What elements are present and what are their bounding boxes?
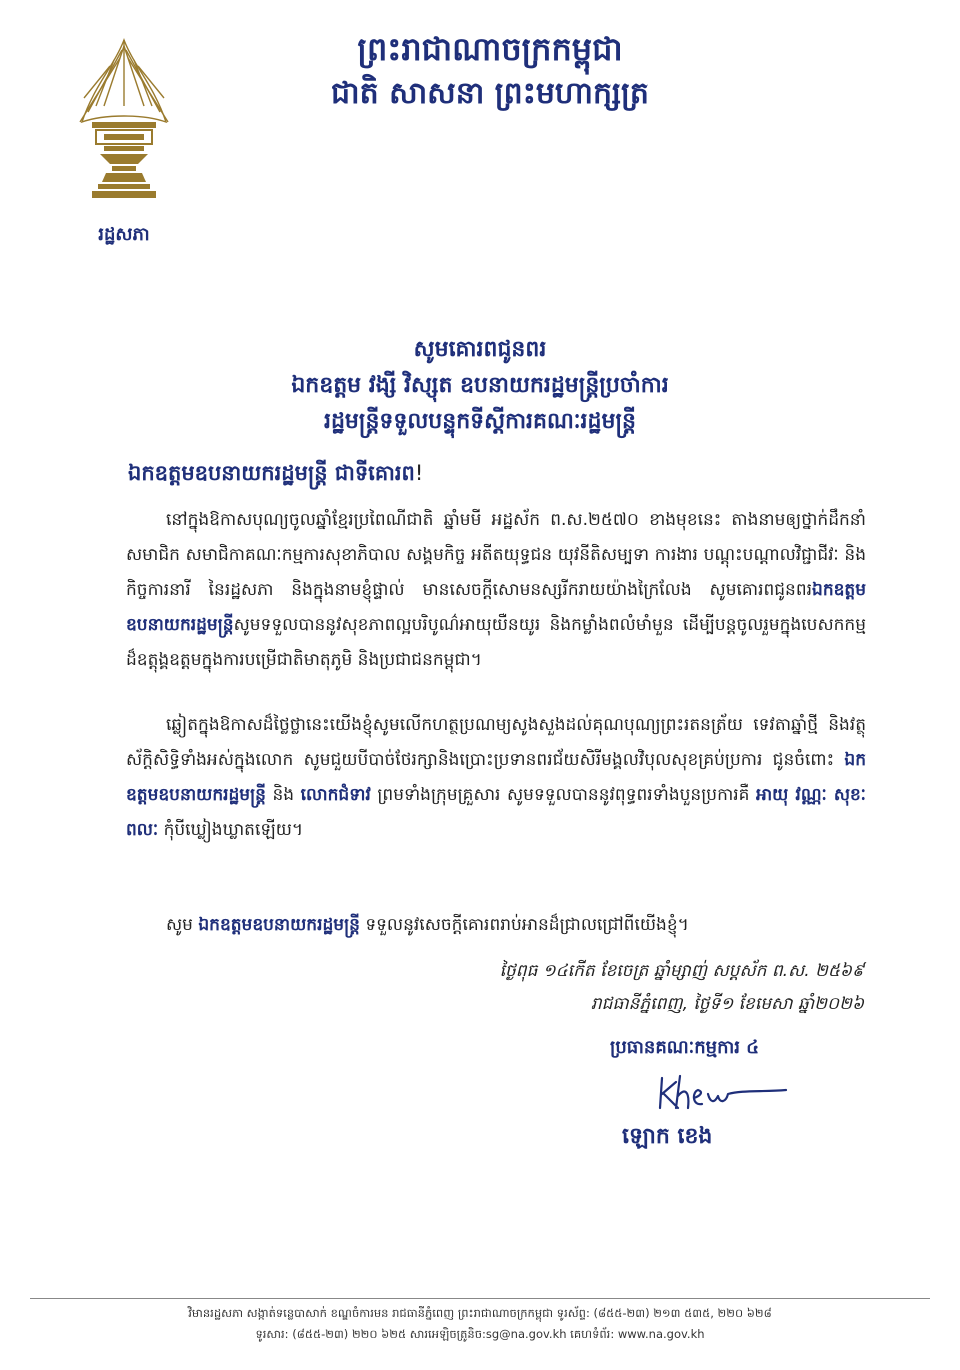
signer-name: ឡោក ខេង (622, 1124, 713, 1149)
national-assembly-emblem-icon (74, 36, 174, 206)
kingdom-title: ព្រះរាជាណាចក្រកម្ពុជា (357, 30, 623, 68)
salutation-text: ឯកឧត្តមឧបនាយករដ្ឋមន្ត្រី ជាទីគោរព (128, 461, 415, 485)
p3-text-b: ទទួលនូវសេចក្តីគោរពរាប់អានដ៏ជ្រាលជ្រៅពីយើងខ្ញុំ។ (365, 915, 689, 935)
p2-bold-3: អាយុ វណ្ណៈ សុខៈ ពលៈ (126, 785, 866, 840)
lunar-date: ថ្ងៃពុធ ១៤កើត ខែចេត្រ ឆ្នាំម្សាញ់ សប្តស័ក ព.ស. ២៥៦៩ (499, 961, 864, 981)
salutation (128, 460, 423, 491)
solar-date: រាជធានីភ្នំពេញ, ថ្ងៃទី១ ខែមេសា ឆ្នាំ២០២៦ (590, 994, 864, 1014)
organization-name: រដ្ឋសភា (98, 224, 150, 245)
p2-text-c: កុំបីឃ្លៀងឃ្លាតឡើយ។ (163, 820, 304, 840)
footer-contact: ទូរសារ: (៨៥៥-២៣) ២២០ ៦២៥ សារអេឡិចត្រូនិច:sg@na.gov.kh គេហទំព័រ: www.na.gov.kh (255, 1327, 705, 1341)
p1-text-a: នៅក្នុងឱកាសបុណ្យចូលឆ្នាំខ្មែរប្រពៃណីជាតិ ឆ្នាំមមី អដ្ឋស័ក ព.ស.២៥៧០ ខាងមុខនេះ តាងនាមឲ្យថ្នាក់ដឹកនាំ សមាជិក សមាជិកាគណៈកម្មការសុខាភិបាល សង្គមកិច្ច អតីតយុទ្ធជន យុវនីតិសម្បទា ការងារ បណ្តុះបណ្តាលវិជ្ជាជីវៈ និងកិច្ចការនារី នៃរដ្ឋសភា និងក្នុងនាមខ្ញុំផ្ទាល់ មានសេចក្តីសោមនស្សរីករាយយ៉ាងក្រៃលែង សូមគោរពជូនពរ (126, 510, 866, 600)
p3-text-a: សូម (166, 915, 193, 935)
p3-bold: ឯកឧត្តមឧបនាយករដ្ឋមន្ត្រី (198, 915, 360, 935)
signer-title (610, 1035, 759, 1062)
addressee-title: រដ្ឋមន្ត្រីទទួលបន្ទុកទីស្តីការគណៈរដ្ឋមន្ត្រី (323, 409, 636, 434)
p2-text-b: ព្រមទាំងក្រុមគ្រួសារ សូមទទួលបាននូវពុទ្ធពរទាំងបួនប្រការគឺ (377, 785, 750, 805)
p2-text-a: ឆ្លៀតក្នុងឱកាសដ៏ថ្លៃថ្លានេះយើងខ្ញុំសូមលើកហត្ថប្រណម្យសូងសួងដល់គុណបុណ្យព្រះរតនត្រ័យ ទេវតាឆ្នាំថ្មី និងវត្ថុស័ក្តិសិទ្ធិទាំងអស់ក្នុងលោក សូមជួយបីបាច់ថែរក្សានិងប្រោះប្រទានពរជ័យសិរីមង្គលវិបុលសុខគ្រប់ប្រការ ជូនចំពោះ (126, 715, 866, 770)
greeting-heading: សូមគោរពជូនពរ (413, 337, 547, 362)
signer-title-text: ប្រធានគណៈកម្មការ (610, 1037, 740, 1058)
footer (30, 1303, 930, 1345)
p2-bold-2: លោកជំទាវ (300, 785, 371, 805)
paragraph-3 (126, 908, 866, 943)
footer-divider (30, 1298, 930, 1299)
date-block (444, 955, 864, 1021)
paragraph-1 (126, 503, 866, 678)
p1-bold: ឯកឧត្តមឧបនាយករដ្ឋមន្ត្រី (126, 580, 866, 635)
p2-text-mid: និង (272, 785, 295, 805)
national-motto: ជាតិ សាសនា ព្រះមហាក្សត្រ (331, 76, 649, 111)
addressee-name: ឯកឧត្តម វង្សី វិស្សុត ឧបនាយករដ្ឋមន្ត្រីប្រចាំការ (291, 373, 669, 398)
p2-bold-1: ឯកឧត្តមឧបនាយករដ្ឋមន្ត្រី (126, 750, 866, 805)
kingdom-header (300, 26, 680, 116)
salutation-punct: ! (414, 461, 424, 485)
paragraph-2 (126, 708, 866, 848)
handwritten-signature (652, 1068, 792, 1118)
addressee-block (110, 332, 850, 440)
p1-text-b: សូមទទួលបាននូវសុខភាពល្អបរិបូណ៌អាយុយឺនយូរ និងកម្លាំងពលំមាំមួន ដើម្បីបន្តចូលរួមក្នុងបេសកកម្មដ៏ឧត្តុង្គឧត្តមក្នុងការបម្រើជាតិមាតុភូមិ និងប្រជាជនកម្ពុជា។ (126, 615, 866, 670)
signer-title-number: ៤ (746, 1037, 759, 1058)
footer-address: វិមានរដ្ឋសភា សង្កាត់ទន្លេបាសាក់ ខណ្ឌចំការមន រាជធានីភ្នំពេញ ព្រះរាជាណាចក្រកម្ពុជា ទូរស័ព្ទ: (៨៥៥-២៣) ២១៣ ៥៣៥, ២២០ ៦២៨ (188, 1306, 772, 1320)
